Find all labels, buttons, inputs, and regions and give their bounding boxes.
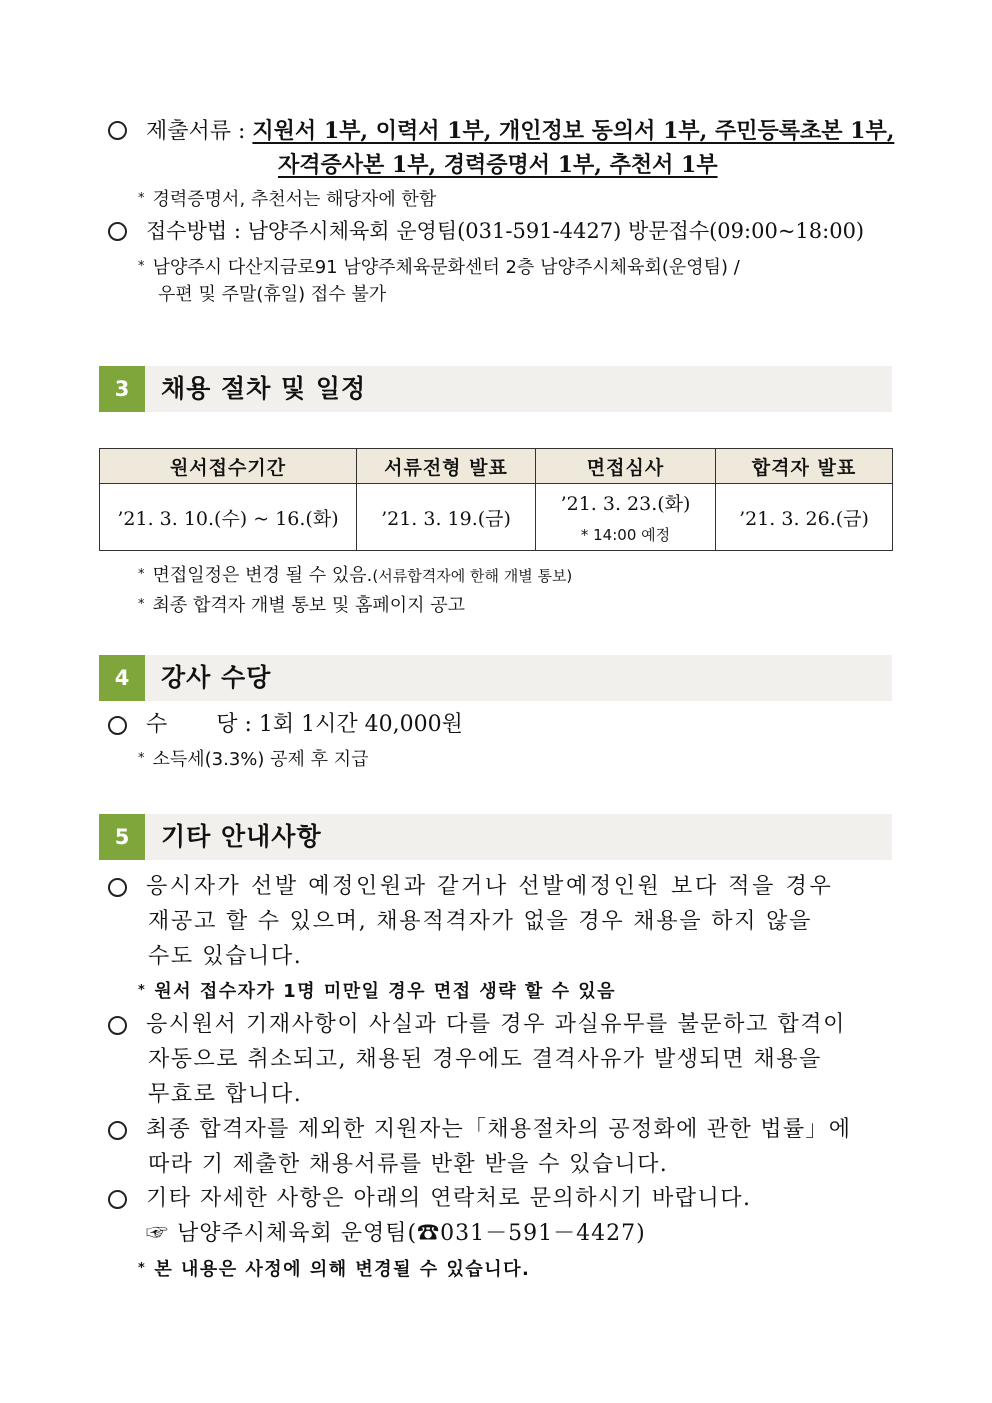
para1-line2: 재공고 할 수 있으며, 채용적격자가 없을 경우 채용을 하지 않을 <box>148 909 813 934</box>
table-header: 면접심사 <box>536 449 716 484</box>
contact-phone: 031－591－4427) <box>440 1221 646 1246</box>
para1-note: * 원서 접수자가 1명 미만일 경우 면접 생략 할 수 있음 <box>138 981 616 1002</box>
para1-line1: 응시자가 선발 예정인원과 같거나 선발예정인원 보다 적을 경우 <box>146 874 834 899</box>
apply-docs-label: 제출서류 : <box>146 119 253 144</box>
bullet-circle <box>108 1016 127 1035</box>
asterisk-icon: * <box>138 567 145 582</box>
para1-line3: 수도 있습니다. <box>148 944 303 969</box>
bullet-circle <box>108 1190 127 1209</box>
table-cell: ’21. 3. 10.(수) ~ 16.(화) <box>100 484 357 551</box>
table-header: 합격자 발표 <box>716 449 893 484</box>
bullet-circle <box>108 222 127 241</box>
section-3-header <box>99 366 892 412</box>
table-header: 서류전형 발표 <box>357 449 536 484</box>
table-cell: ’21. 3. 19.(금) <box>357 484 536 551</box>
section-number: 4 <box>99 655 145 701</box>
telephone-icon: ☎ <box>417 1221 441 1246</box>
para2-line2: 자동으로 취소되고, 채용된 경우에도 결격사유가 발생되면 채용을 <box>148 1047 822 1072</box>
apply-docs-value-2: 자격증사본 1부, 경력증명서 1부, 추천서 1부 <box>278 152 718 178</box>
table-cell <box>536 484 716 551</box>
table-header-row <box>100 449 893 484</box>
para3-line1: 최종 합격자를 제외한 지원자는「채용절차의 공정화에 관한 법률」에 <box>146 1117 852 1142</box>
contact-org: 남양주시체육회 운영팀( <box>177 1221 418 1246</box>
section-5-header <box>99 814 892 860</box>
section-number: 3 <box>99 366 145 412</box>
apply-docs-note: * 경력증명서, 추천서는 해당자에 한함 <box>138 189 437 210</box>
apply-docs-line1 <box>146 116 894 147</box>
apply-method-note-2: 우편 및 주말(휴일) 접수 불가 <box>158 284 387 305</box>
para3-line2: 따라 기 제출한 채용서류를 반환 받을 수 있습니다. <box>148 1152 669 1177</box>
apply-docs-value-1: 지원서 1부, 이력서 1부, 개인정보 동의서 1부, 주민등록초본 1부, <box>252 118 895 144</box>
asterisk-icon: * <box>138 983 147 998</box>
bullet-circle <box>108 716 127 735</box>
final-note: * 본 내용은 사정에 의해 변경될 수 있습니다. <box>138 1259 531 1280</box>
pointing-hand-icon: ☞ <box>146 1221 170 1246</box>
para2-line3: 무효로 합니다. <box>148 1082 303 1107</box>
apply-method-note-1: * 남양주시 다산지금로91 남양주체육문화센터 2층 남양주시체육회(운영팀) / <box>138 257 740 278</box>
table-cell: ’21. 3. 26.(금) <box>716 484 893 551</box>
contact-line <box>146 1219 646 1249</box>
interview-time: * 14:00 예정 <box>580 526 671 544</box>
apply-method-line: 접수방법 : 남양주시체육회 운영팀(031-591-4427) 방문접수(09:00~18:00) <box>146 219 865 243</box>
asterisk-icon: * <box>138 751 145 766</box>
schedule-note-1: * 면접일정은 변경 될 수 있음.(서류합격자에 한해 개별 통보) <box>138 565 573 586</box>
asterisk-icon: * <box>138 191 145 206</box>
interview-date: ’21. 3. 23.(화) <box>560 493 691 515</box>
allowance-note: * 소득세(3.3%) 공제 후 지급 <box>138 749 369 770</box>
asterisk-icon: * <box>138 597 145 612</box>
section-title: 채용 절차 및 일정 <box>161 374 367 403</box>
section-4-header <box>99 655 892 701</box>
asterisk-icon: * <box>138 1261 147 1276</box>
section-title: 강사 수당 <box>161 663 272 692</box>
para4-line1: 기타 자세한 사항은 아래의 연락처로 문의하시기 바랍니다. <box>146 1186 752 1211</box>
section-title: 기타 안내사항 <box>161 822 322 851</box>
table-row <box>100 484 893 551</box>
allowance-line: 수 당 : 1회 1시간 40,000원 <box>146 712 463 737</box>
section-number: 5 <box>99 814 145 860</box>
schedule-table <box>99 448 893 551</box>
bullet-circle <box>108 1121 127 1140</box>
para2-line1: 응시원서 기재사항이 사실과 다를 경우 과실유무를 불문하고 합격이 <box>146 1012 847 1037</box>
asterisk-icon: * <box>138 259 145 274</box>
bullet-circle <box>108 878 127 897</box>
schedule-note-2: * 최종 합격자 개별 통보 및 홈페이지 공고 <box>138 595 466 616</box>
bullet-circle <box>108 121 127 140</box>
table-header: 원서접수기간 <box>100 449 357 484</box>
